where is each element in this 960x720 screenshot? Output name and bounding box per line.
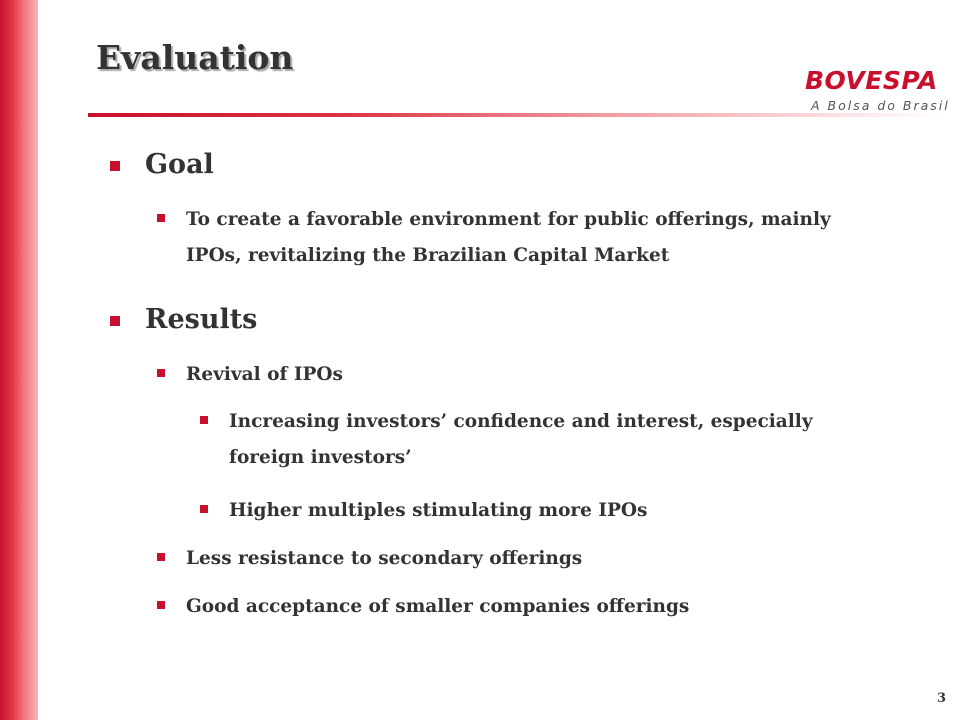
bullet-text: Good acceptance of smaller companies offerings	[186, 596, 690, 617]
bullet-square-icon	[200, 416, 208, 424]
bullet-text: Revival of IPOs	[186, 364, 343, 385]
bullet-revival-ipos	[157, 357, 877, 393]
bovespa-logo	[805, 66, 950, 118]
logo-tagline: A Bolsa do Brasil	[811, 98, 950, 113]
logo-wordmark: BOVESPA	[805, 66, 938, 95]
bullet-higher-multiples	[200, 493, 890, 529]
bullet-smaller-companies	[157, 589, 877, 625]
bullet-secondary-offerings	[157, 541, 877, 577]
bullet-goal-detail	[157, 202, 877, 274]
slide-title: Evaluation	[96, 38, 294, 77]
bullet-square-icon	[157, 214, 165, 222]
page-number: 3	[936, 691, 946, 706]
bullet-text: Goal	[145, 149, 214, 180]
bullet-square-icon	[110, 316, 120, 326]
bullet-text: Increasing investors’ confidence and interest, especially foreign investors’	[229, 411, 813, 468]
bullet-text: To create a favorable environment for public offerings, mainly IPOs, revitalizing the Brazilian Capital Market	[186, 209, 831, 266]
bullet-square-icon	[110, 161, 120, 171]
bullet-text: Higher multiples stimulating more IPOs	[229, 500, 648, 521]
bullet-investor-confidence	[200, 404, 890, 476]
bullet-text: Less resistance to secondary offerings	[186, 548, 583, 569]
bullet-square-icon	[157, 553, 165, 561]
bullet-results	[110, 300, 910, 340]
left-accent-bar	[0, 0, 38, 720]
bullet-square-icon	[157, 601, 165, 609]
bullet-goal	[110, 145, 910, 185]
bullet-square-icon	[200, 505, 208, 513]
bullet-square-icon	[157, 369, 165, 377]
bullet-text: Results	[145, 304, 258, 335]
